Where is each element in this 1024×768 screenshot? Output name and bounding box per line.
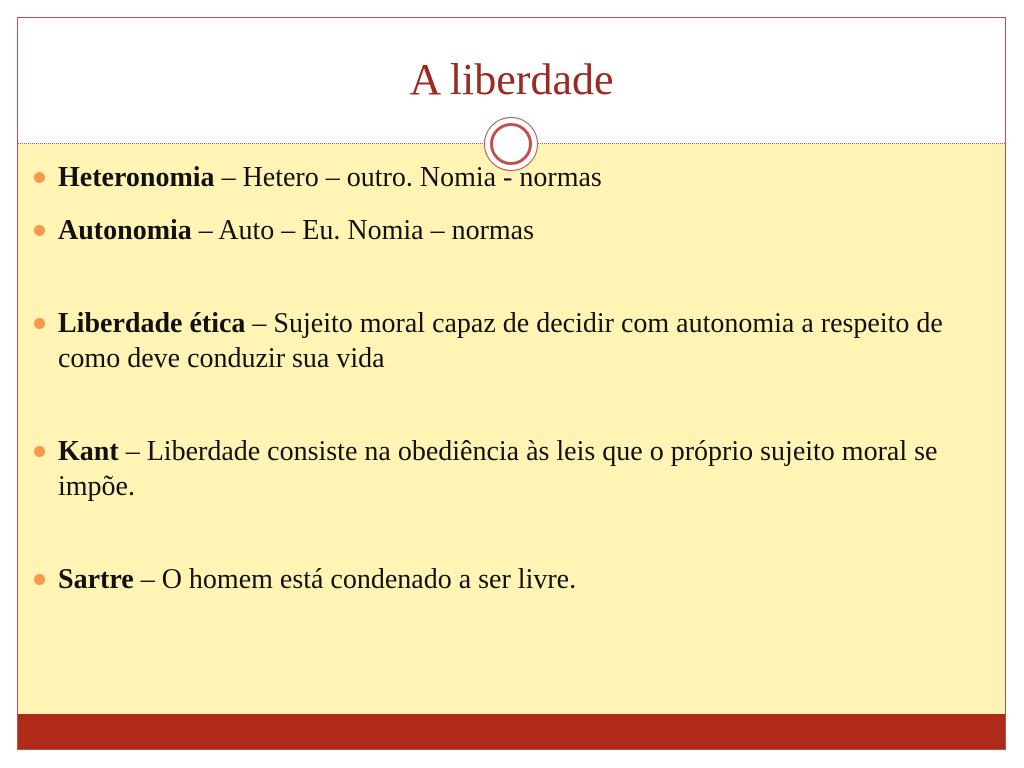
- bullet-item: [34, 213, 954, 248]
- dot-bullet-icon: [34, 318, 45, 329]
- bullet-item: [34, 434, 954, 504]
- bullet-item: [34, 306, 954, 376]
- bullet-term: Kant: [58, 436, 119, 467]
- dot-bullet-icon: [34, 225, 45, 236]
- bullet-item: [34, 562, 954, 597]
- bullet-text: – Sujeito moral capaz de decidir com autonomia a respeito de como deve conduzir sua vida: [58, 308, 943, 374]
- bullet-term: Sartre: [58, 564, 134, 595]
- bullet-text: – O homem está condenado a ser livre.: [133, 564, 577, 595]
- bullet-item: [34, 160, 954, 195]
- bullet-term: Autonomia: [58, 215, 192, 246]
- bullet-term: Liberdade ética: [58, 308, 246, 339]
- dot-bullet-icon: [34, 172, 45, 183]
- dot-bullet-icon: [34, 446, 45, 457]
- bullet-text: – Auto – Eu. Nomia – normas: [191, 215, 534, 246]
- slide-title: A liberdade: [409, 55, 614, 104]
- dot-bullet-icon: [34, 574, 45, 585]
- bullet-text: – Hetero – outro. Nomia - normas: [214, 162, 602, 193]
- bullet-term: Heteronomia: [58, 162, 215, 193]
- footer-bar: [18, 714, 1005, 749]
- bullet-list: [34, 160, 954, 597]
- bullet-text: – Liberdade consiste na obediência às leis que o próprio sujeito moral se impõe.: [58, 436, 938, 502]
- inner-ring: [490, 123, 532, 165]
